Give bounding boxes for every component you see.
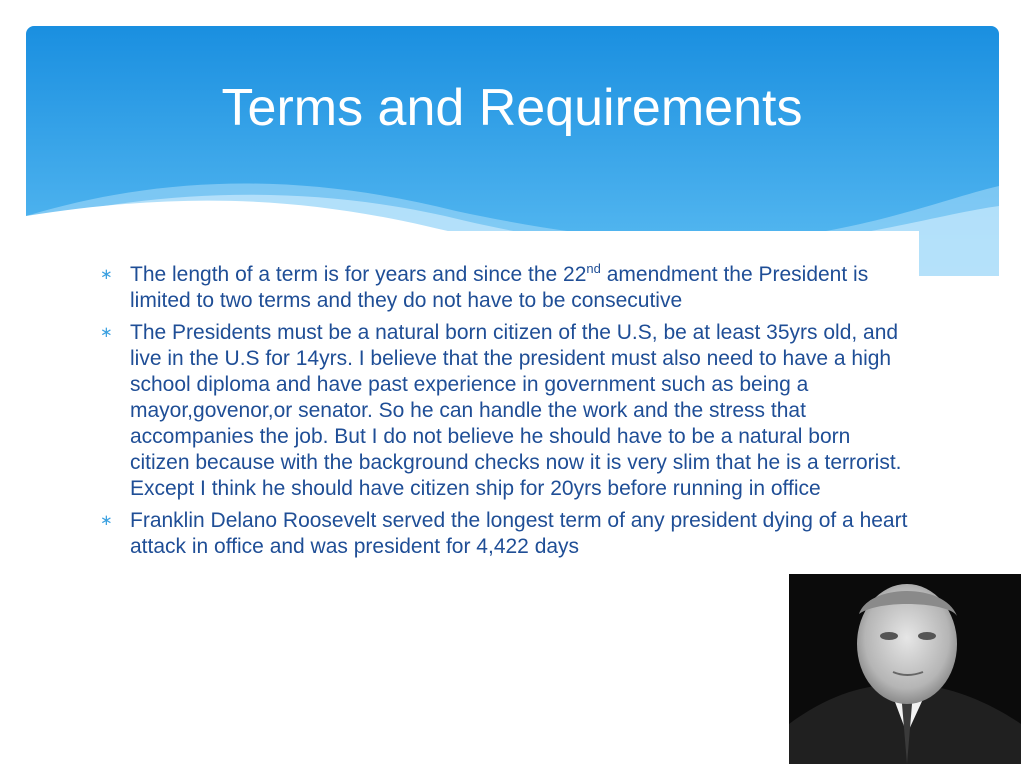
- bullet-text: amendment the President is limited to two terms and they do not have to be consecutive: [130, 263, 869, 312]
- ordinal-suffix: nd: [586, 261, 601, 276]
- portrait-photo-icon: [789, 574, 1021, 764]
- bullet-text: Franklin Delano Roosevelt served the longest term of any president dying of a heart attack in office and was president for 4,422 days: [130, 509, 908, 558]
- bullet-text: The Presidents must be a natural born citizen of the U.S, be at least 35yrs old, and live in the U.S for 14yrs. I believe that the president must also need to have a high school diploma and have past experience in government such as being a mayor,govenor,or senator. So he can handle the work and the stress that accompanies the job. But I do not believe he should have to be a natural born citizen because with the background checks now it is very slim that he is a terrorist. Except I think he should have citizen ship for 20yrs before running in office: [130, 321, 902, 500]
- bullet-item: [100, 508, 910, 560]
- bullet-text: The length of a term is for years and since the 22: [130, 263, 587, 286]
- bullet-item: [100, 262, 910, 314]
- bullet-icon: ∗: [100, 266, 113, 283]
- bullet-list: [100, 262, 910, 566]
- header-band: [26, 26, 999, 276]
- portrait-photo: [789, 574, 1021, 764]
- slide-title: Terms and Requirements: [221, 79, 803, 137]
- bullet-icon: ∗: [100, 512, 113, 529]
- header-wave-graphic: [26, 26, 999, 276]
- bullet-icon: ∗: [100, 324, 113, 341]
- bullet-item: [100, 320, 910, 502]
